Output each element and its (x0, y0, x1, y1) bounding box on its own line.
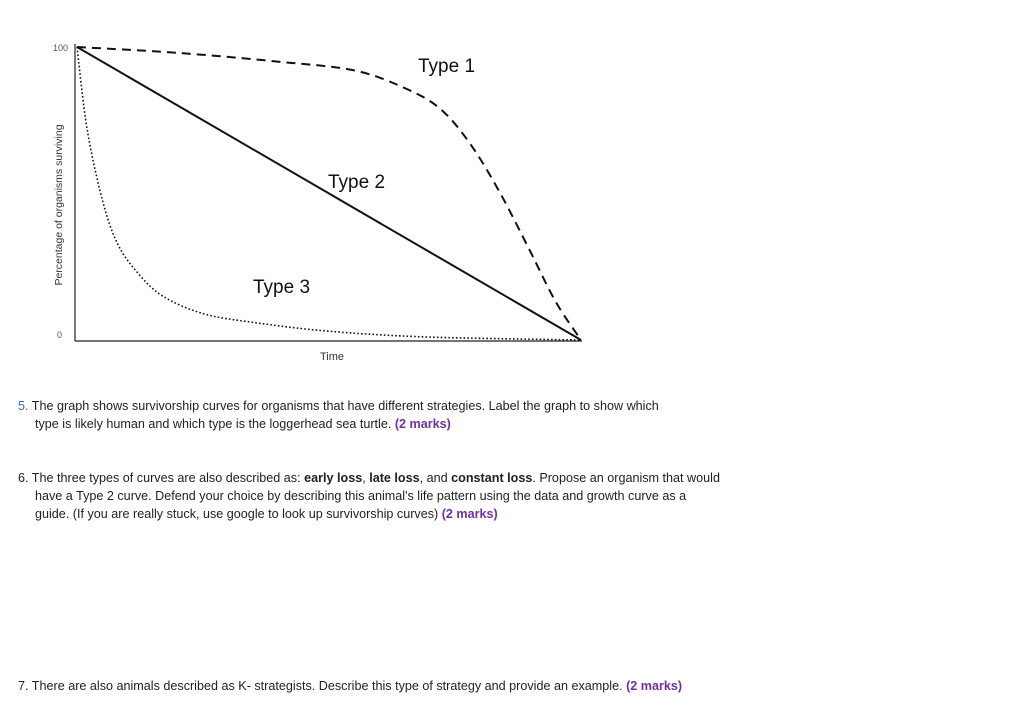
question-6-marks: (2 marks) (441, 507, 498, 521)
question-6-text-e: . Propose an organism that would (532, 471, 720, 485)
question-6-number: 6. (18, 471, 29, 485)
question-6 (18, 469, 778, 523)
question-6-text-a: The three types of curves are also described as: (31, 471, 305, 485)
y-tick-label-0: 0 (56, 330, 62, 340)
series-line-type-2 (77, 47, 581, 340)
term-late-loss: late loss (369, 471, 420, 485)
question-7-text: There are also animals described as K- strategists. Describe this type of strategy and provide an example. (31, 679, 623, 693)
term-constant-loss: constant loss (451, 471, 533, 485)
question-5-line-1: The graph shows survivorship curves for organisms that have different strategies. Label the graph to show which (31, 399, 659, 413)
question-6-text-d: , and (419, 471, 452, 485)
survivorship-chart (0, 0, 620, 380)
question-5-marks: (2 marks) (394, 417, 451, 431)
question-6-line-2: have a Type 2 curve. Defend your choice by describing this animal's life pattern using the data and growth curve as a (35, 489, 687, 503)
question-6-text-c: , (362, 471, 370, 485)
question-5-line-2: type is likely human and which type is the loggerhead sea turtle. (35, 417, 392, 431)
question-5 (18, 397, 778, 433)
question-7-number: 7. (18, 679, 29, 693)
question-7-marks: (2 marks) (626, 679, 683, 693)
y-tick-label-100: 100 (52, 43, 68, 53)
question-6-line-3: guide. (If you are really stuck, use google to look up survivorship curves) (35, 507, 439, 521)
series-label-type-2: Type 2 (328, 172, 386, 193)
series-label-type-3: Type 3 (253, 277, 311, 298)
term-early-loss: early loss (304, 471, 363, 485)
x-axis-label: Time (319, 351, 345, 363)
question-5-number: 5. (18, 399, 29, 413)
question-7 (18, 677, 918, 695)
series-label-type-1: Type 1 (418, 56, 476, 77)
y-axis-label: Percentage of organisms surviving (53, 124, 65, 286)
